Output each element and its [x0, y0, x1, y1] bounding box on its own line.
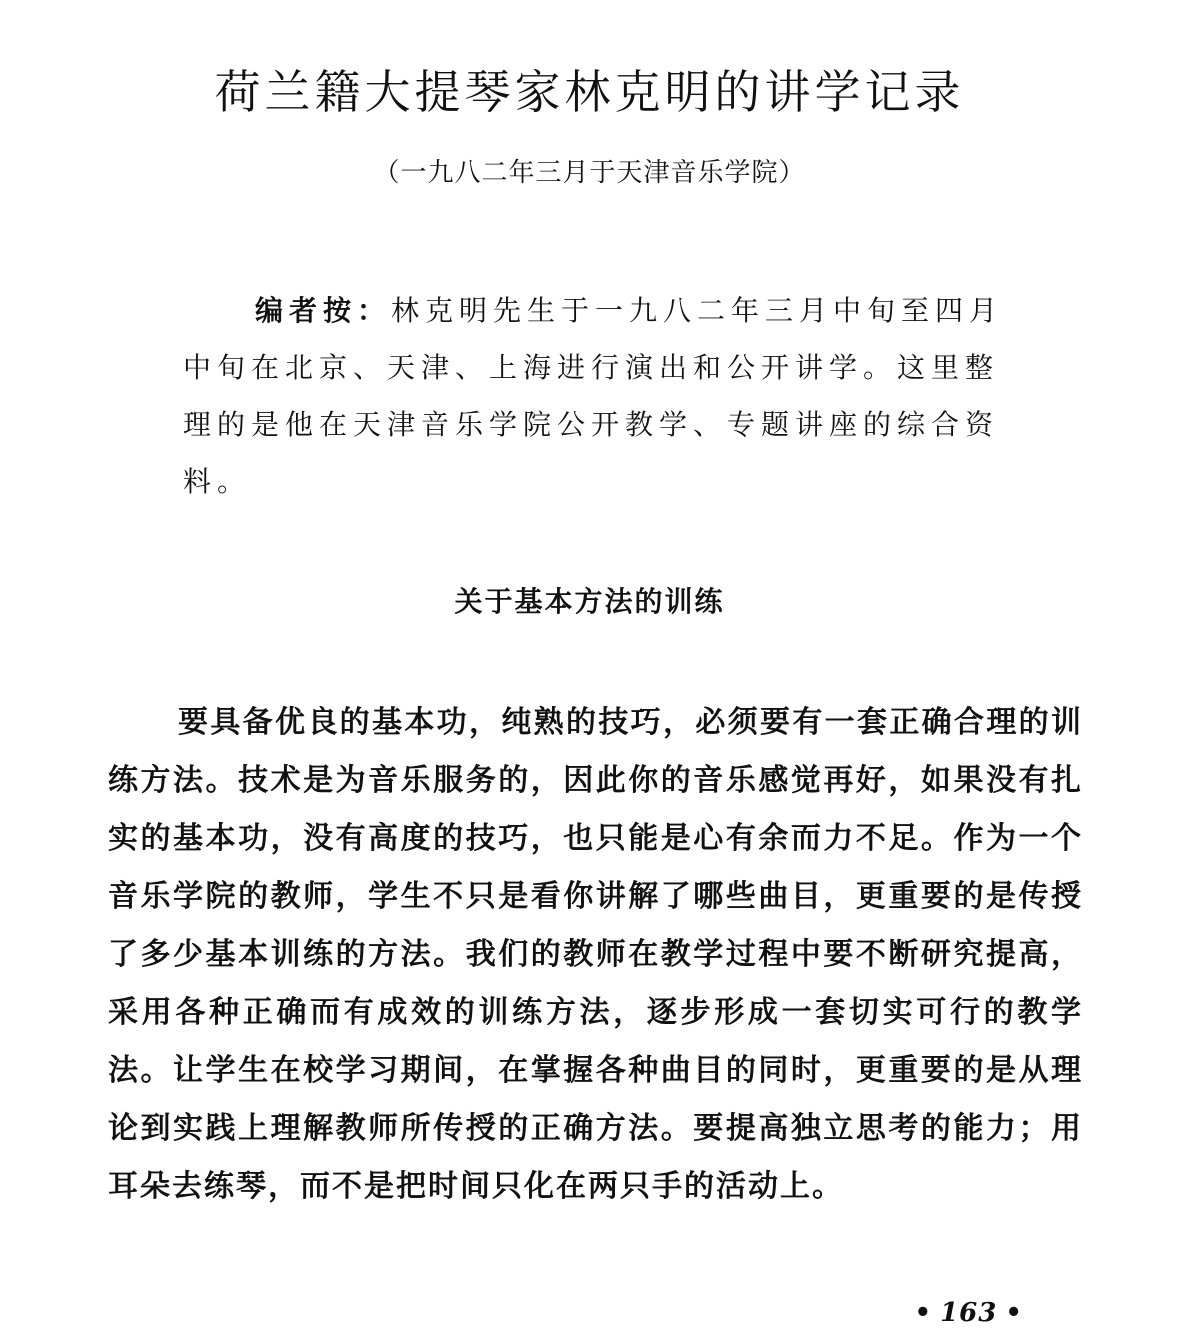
page-number-dot-right: •: [1005, 1298, 1023, 1328]
editor-note-label: 编者按：: [255, 294, 392, 327]
editor-note: [183, 282, 1013, 510]
section-heading: 关于基本方法的训练: [454, 585, 725, 618]
body-paragraph: 要具备优良的基本功，纯熟的技巧，必须要有一套正确合理的训练方法。技术是为音乐服务的，因此你的音乐感觉再好，如果没有扎实的基本功，没有高度的技巧，也只能是心有余而力不足。作为一个音乐学院的教师，学生不只是看你讲解了哪些曲目，更重要的是传授了多少基本训练的方法。我们的教师在教学过程中要不断研究提高，采用各种正确而有成效的训练方法，逐步形成一套切实可行的教学法。让学生在校学习期间，在掌握各种曲目的同时，更重要的是从理论到实践上理解教师所传授的正确方法。要提高独立思考的能力；用耳朵去练琴，而不是把时间只化在两只手的活动上。: [108, 705, 1083, 1204]
document-subtitle: （一九八二年三月于天津音乐学院）: [373, 158, 806, 188]
page-number: [906, 1298, 1031, 1328]
editor-note-text: 林克明先生于一九八二年三月中旬至四月中旬在北京、天津、上海进行演出和公开讲学。这里整理的是他在天津音乐学院公开教学、专题讲座的综合资料。: [183, 294, 1004, 498]
page-number-dot-left: •: [914, 1298, 933, 1328]
page-number-value: 163: [940, 1298, 998, 1328]
document-title: 荷兰籍大提琴家林克明的讲学记录: [214, 65, 965, 119]
